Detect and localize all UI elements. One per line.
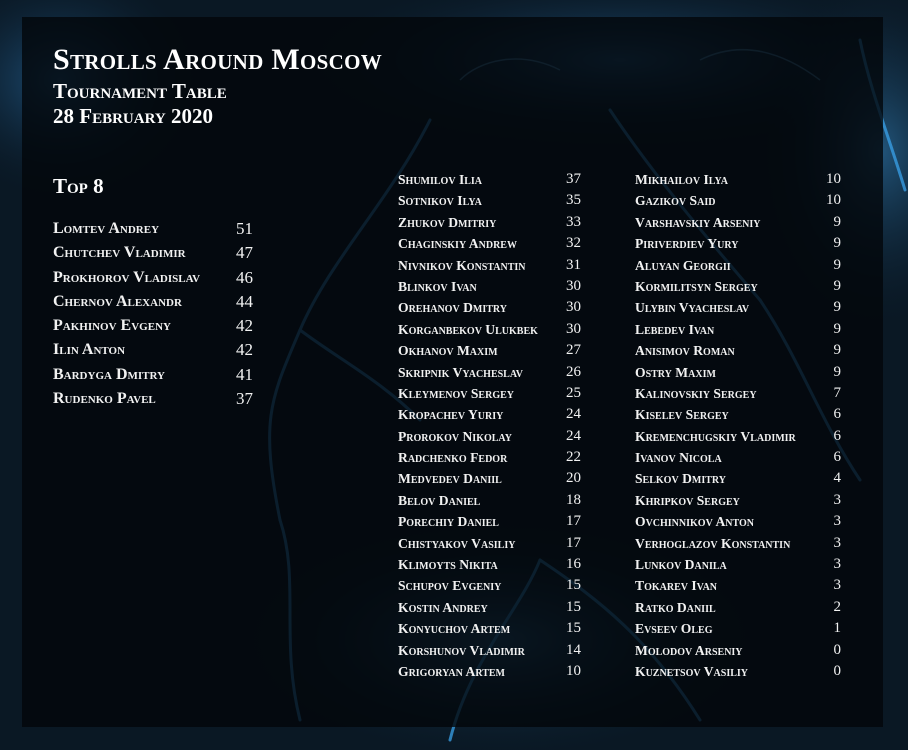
player-score: 42	[236, 340, 253, 360]
player-name: Aluyan Georgii	[635, 257, 731, 273]
standings-column-2	[635, 170, 841, 683]
list-item	[398, 191, 581, 212]
player-name: Bardyga Dmitry	[53, 365, 166, 383]
player-score: 6	[833, 406, 841, 423]
player-name: Ovchinnikov Anton	[635, 514, 754, 530]
list-item	[53, 242, 253, 266]
player-name: Evseev Oleg	[635, 621, 713, 637]
player-score: 15	[566, 620, 581, 637]
player-score: 10	[566, 662, 581, 679]
list-item	[398, 641, 581, 662]
player-name: Korganbekov Ulukbek	[398, 321, 538, 337]
list-item	[398, 555, 581, 576]
player-score: 0	[833, 662, 841, 679]
list-item	[53, 267, 253, 291]
player-name: Skripnik Vyacheslav	[398, 364, 524, 380]
player-score: 3	[833, 513, 841, 530]
list-item	[635, 234, 841, 255]
list-item	[398, 469, 581, 490]
player-score: 3	[833, 577, 841, 594]
player-score: 20	[566, 470, 581, 487]
player-name: Ostry Maxim	[635, 364, 716, 380]
player-name: Kleymenov Sergey	[398, 385, 514, 401]
player-score: 37	[236, 389, 253, 409]
player-name: Kormilitsyn Sergey	[635, 278, 758, 294]
list-item	[398, 320, 581, 341]
player-name: Okhanov Maxim	[398, 343, 498, 359]
list-item	[635, 405, 841, 426]
player-name: Orehanov Dmitry	[398, 300, 507, 316]
player-name: Prokhorov Vladislav	[53, 268, 201, 286]
list-item	[635, 427, 841, 448]
player-name: Lomtev Andrey	[53, 220, 160, 237]
player-name: Chaginskiy Andrew	[398, 236, 517, 252]
list-item	[635, 341, 841, 362]
player-score: 17	[566, 513, 581, 530]
player-name: Chutchev Vladimir	[53, 244, 186, 262]
list-item	[398, 277, 581, 298]
player-score: 3	[833, 534, 841, 551]
player-score: 4	[833, 470, 841, 487]
player-score: 3	[833, 491, 841, 508]
player-name: Grigoryan Artem	[398, 663, 505, 679]
player-score: 26	[566, 363, 581, 380]
player-name: Pakhinov Evgeny	[53, 317, 171, 335]
player-score: 24	[566, 427, 581, 444]
list-item	[635, 534, 841, 555]
player-score: 3	[833, 556, 841, 573]
player-name: Chistyakov Vasiliy	[398, 535, 516, 551]
player-name: Selkov Dmitry	[635, 471, 726, 487]
list-item	[398, 170, 581, 191]
list-item	[398, 448, 581, 469]
player-name: Kalinovskiy Sergey	[635, 385, 757, 401]
player-score: 35	[566, 192, 581, 209]
list-item	[53, 364, 253, 388]
player-name: Korshunov Vladimir	[398, 642, 525, 658]
player-name: Ulybin Vyacheslav	[635, 300, 750, 316]
player-score: 9	[833, 320, 841, 337]
player-name: Nivnikov Konstantin	[398, 257, 526, 273]
list-item	[53, 218, 253, 242]
player-score: 10	[826, 192, 841, 209]
player-score: 16	[566, 556, 581, 573]
list-item	[635, 662, 841, 683]
event-date: 28 February 2020	[53, 104, 213, 128]
list-item	[398, 598, 581, 619]
player-name: Schupov Evgeniy	[398, 578, 502, 594]
list-item	[398, 512, 581, 533]
player-name: Konyuchov Artem	[398, 621, 511, 637]
page-title: Strolls Around Moscow	[53, 43, 383, 76]
list-item	[398, 234, 581, 255]
list-item	[635, 512, 841, 533]
player-score: 6	[833, 427, 841, 444]
player-score: 30	[566, 320, 581, 337]
player-score: 32	[566, 235, 581, 252]
player-name: Belov Daniel	[398, 492, 481, 508]
list-item	[53, 315, 253, 339]
player-score: 27	[566, 342, 581, 359]
player-name: Piriverdiev Yury	[635, 236, 739, 252]
player-score: 22	[566, 449, 581, 466]
player-score: 17	[566, 534, 581, 551]
top8-heading: Top 8	[53, 174, 104, 198]
player-name: Zhukov Dmitriy	[398, 214, 497, 230]
player-score: 51	[236, 219, 253, 238]
list-item	[635, 298, 841, 319]
list-item	[635, 191, 841, 212]
list-item	[635, 598, 841, 619]
player-score: 47	[236, 243, 253, 263]
list-item	[398, 491, 581, 512]
list-item	[635, 619, 841, 640]
list-item	[635, 384, 841, 405]
player-name: Varshavskiy Arseniy	[635, 214, 761, 230]
player-name: Verhoglazov Konstantin	[635, 535, 791, 551]
list-item	[635, 256, 841, 277]
player-name: Kuznetsov Vasiliy	[635, 663, 749, 679]
player-name: Chernov Alexandr	[53, 292, 182, 310]
player-score: 18	[566, 491, 581, 508]
player-score: 9	[833, 363, 841, 380]
player-score: 25	[566, 384, 581, 401]
list-item	[635, 213, 841, 234]
player-score: 9	[833, 277, 841, 294]
player-score: 2	[833, 598, 841, 615]
page-subtitle: Tournament Table	[53, 79, 227, 103]
player-score: 30	[566, 299, 581, 316]
player-name: Lebedev Ivan	[635, 321, 715, 337]
player-name: Khripkov Sergey	[635, 492, 740, 508]
list-item	[635, 469, 841, 490]
list-item	[398, 256, 581, 277]
player-name: Medvedev Daniil	[398, 471, 502, 487]
player-score: 15	[566, 598, 581, 615]
player-name: Ilin Anton	[53, 341, 126, 359]
player-name: Sotnikov Ilya	[398, 193, 482, 209]
player-name: Molodov Arseniy	[635, 642, 743, 658]
list-item	[635, 277, 841, 298]
list-item	[398, 576, 581, 597]
list-item	[635, 555, 841, 576]
player-name: Klimoyts Nikita	[398, 557, 498, 573]
list-item	[53, 388, 253, 412]
player-name: Radchenko Fedor	[398, 450, 508, 466]
list-item	[398, 619, 581, 640]
top8-list	[53, 218, 253, 412]
player-score: 6	[833, 449, 841, 466]
player-score: 9	[833, 213, 841, 230]
player-score: 41	[236, 364, 253, 384]
list-item	[398, 298, 581, 319]
player-score: 42	[236, 316, 253, 336]
player-score: 46	[236, 267, 253, 287]
list-item	[398, 662, 581, 683]
player-score: 24	[566, 406, 581, 423]
player-score: 31	[566, 256, 581, 273]
player-name: Kropachev Yuriy	[398, 407, 504, 423]
player-score: 0	[833, 641, 841, 658]
list-item	[635, 363, 841, 384]
player-name: Porechiy Daniel	[398, 514, 499, 530]
player-name: Tokarev Ivan	[635, 578, 718, 594]
list-item	[398, 405, 581, 426]
player-name: Kremenchugskiy Vladimir	[635, 428, 796, 444]
player-score: 7	[833, 384, 841, 401]
list-item	[635, 576, 841, 597]
player-name: Ratko Daniil	[635, 599, 716, 615]
player-score: 37	[566, 171, 581, 187]
player-score: 33	[566, 213, 581, 230]
list-item	[635, 491, 841, 512]
list-item	[398, 341, 581, 362]
list-item	[635, 320, 841, 341]
player-score: 10	[826, 171, 841, 187]
player-name: Kostin Andrey	[398, 599, 488, 615]
list-item	[53, 339, 253, 363]
list-item	[635, 641, 841, 662]
player-score: 15	[566, 577, 581, 594]
list-item	[398, 384, 581, 405]
list-item	[53, 291, 253, 315]
player-score: 44	[236, 291, 253, 311]
list-item	[398, 363, 581, 384]
list-item	[635, 448, 841, 469]
player-score: 14	[566, 641, 581, 658]
list-item	[398, 534, 581, 555]
list-item	[635, 170, 841, 191]
player-score: 9	[833, 256, 841, 273]
player-name: Blinkov Ivan	[398, 278, 477, 294]
player-score: 9	[833, 342, 841, 359]
standings-column-1	[398, 170, 581, 683]
player-score: 30	[566, 277, 581, 294]
player-score: 1	[833, 620, 841, 637]
player-score: 9	[833, 299, 841, 316]
player-name: Prorokov Nikolay	[398, 428, 512, 444]
list-item	[398, 427, 581, 448]
player-name: Mikhailov Ilya	[635, 172, 729, 187]
list-item	[398, 213, 581, 234]
player-name: Anisimov Roman	[635, 343, 735, 359]
player-name: Ivanov Nicola	[635, 450, 722, 466]
player-name: Lunkov Danila	[635, 557, 727, 573]
player-name: Rudenko Pavel	[53, 390, 156, 408]
player-name: Shumilov Ilia	[398, 172, 483, 187]
player-name: Kiselev Sergey	[635, 407, 729, 423]
player-score: 9	[833, 235, 841, 252]
player-name: Gazikov Said	[635, 193, 716, 209]
